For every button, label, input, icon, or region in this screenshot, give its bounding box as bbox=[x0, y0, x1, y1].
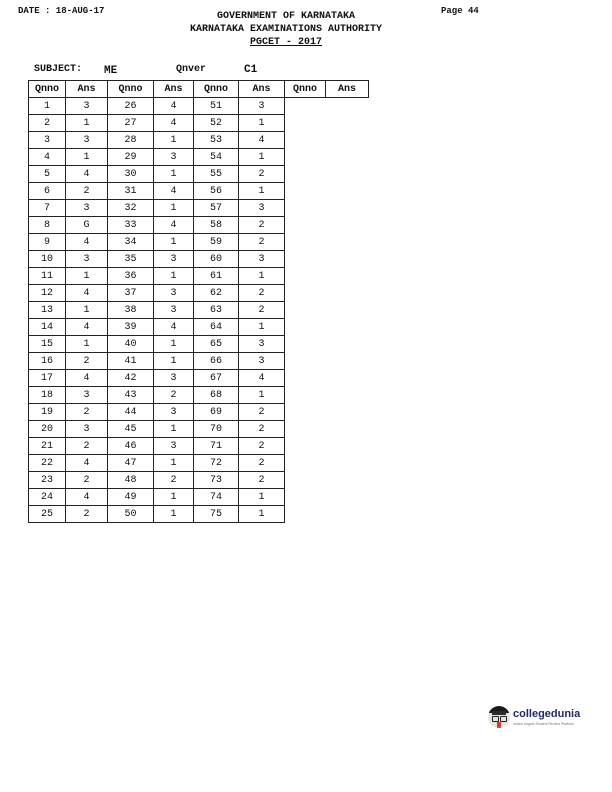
cell-ans: 2 bbox=[66, 353, 108, 370]
cell-qnno: 34 bbox=[108, 234, 154, 251]
cell-qnno: 18 bbox=[29, 387, 66, 404]
cell-qnno: 25 bbox=[29, 506, 66, 523]
cell-ans: 4 bbox=[66, 370, 108, 387]
cell-ans: 4 bbox=[154, 319, 194, 336]
cell-qnno: 13 bbox=[29, 302, 66, 319]
cell-qnno: 49 bbox=[108, 489, 154, 506]
cell-qnno: 42 bbox=[108, 370, 154, 387]
cell-qnno: 57 bbox=[194, 200, 239, 217]
cell-qnno: 26 bbox=[108, 98, 154, 115]
cell-qnno: 53 bbox=[194, 132, 239, 149]
header-title-line2: KARNATAKA EXAMINATIONS AUTHORITY bbox=[189, 24, 383, 35]
header-ans-4: Ans bbox=[326, 81, 369, 98]
cell-qnno: 44 bbox=[108, 404, 154, 421]
table-row bbox=[29, 285, 369, 302]
cell-ans: 2 bbox=[239, 421, 285, 438]
cell-qnno: 45 bbox=[108, 421, 154, 438]
cell-qnno: 33 bbox=[108, 217, 154, 234]
header-ans-2: Ans bbox=[154, 81, 194, 98]
cell-qnno: 47 bbox=[108, 455, 154, 472]
cell-qnno: 63 bbox=[194, 302, 239, 319]
table-row bbox=[29, 132, 369, 149]
cell-qnno: 58 bbox=[194, 217, 239, 234]
cell-qnno: 29 bbox=[108, 149, 154, 166]
cell-ans: 4 bbox=[66, 166, 108, 183]
cell-ans: 1 bbox=[154, 455, 194, 472]
cell-qnno: 55 bbox=[194, 166, 239, 183]
cell-ans: 2 bbox=[66, 438, 108, 455]
table-row bbox=[29, 387, 369, 404]
header-qnno-2: Qnno bbox=[108, 81, 154, 98]
header-qnno-3: Qnno bbox=[194, 81, 239, 98]
cell-ans: 3 bbox=[154, 438, 194, 455]
table-row bbox=[29, 421, 369, 438]
cell-ans: 4 bbox=[239, 132, 285, 149]
cell-ans: 3 bbox=[154, 285, 194, 302]
cell-qnno: 46 bbox=[108, 438, 154, 455]
cell-ans: 2 bbox=[154, 472, 194, 489]
cell-ans: 1 bbox=[66, 268, 108, 285]
cell-qnno: 20 bbox=[29, 421, 66, 438]
cell-ans: 2 bbox=[66, 506, 108, 523]
cell-ans: 1 bbox=[154, 336, 194, 353]
cell-qnno: 5 bbox=[29, 166, 66, 183]
cell-qnno: 27 bbox=[108, 115, 154, 132]
cell-ans: 2 bbox=[154, 387, 194, 404]
cell-qnno: 31 bbox=[108, 183, 154, 200]
cell-qnno: 60 bbox=[194, 251, 239, 268]
qnver-label: Qnver bbox=[176, 64, 207, 75]
cell-ans: 4 bbox=[154, 183, 194, 200]
cell-qnno: 37 bbox=[108, 285, 154, 302]
cell-qnno: 70 bbox=[194, 421, 239, 438]
cell-ans: 1 bbox=[154, 132, 194, 149]
cell-ans: 3 bbox=[66, 251, 108, 268]
header-qnno-1: Qnno bbox=[29, 81, 66, 98]
table-row bbox=[29, 149, 369, 166]
header-title-line3 bbox=[0, 37, 572, 48]
cell-ans: 1 bbox=[154, 421, 194, 438]
cell-ans: 3 bbox=[239, 251, 285, 268]
table-row bbox=[29, 455, 369, 472]
cell-qnno: 59 bbox=[194, 234, 239, 251]
header-ans-3: Ans bbox=[239, 81, 285, 98]
cell-qnno: 32 bbox=[108, 200, 154, 217]
cell-ans: 1 bbox=[66, 302, 108, 319]
cell-qnno: 51 bbox=[194, 98, 239, 115]
subject-value: ME bbox=[104, 65, 118, 77]
cell-ans: 1 bbox=[66, 149, 108, 166]
cell-ans: 2 bbox=[239, 302, 285, 319]
cell-ans: 2 bbox=[239, 166, 285, 183]
cell-ans: 2 bbox=[239, 404, 285, 421]
table-row bbox=[29, 438, 369, 455]
cell-ans: 1 bbox=[239, 387, 285, 404]
table-row bbox=[29, 251, 369, 268]
table-row bbox=[29, 217, 369, 234]
cell-qnno: 56 bbox=[194, 183, 239, 200]
exam-name: PGCET - 2017 bbox=[249, 37, 322, 48]
cell-ans: 1 bbox=[66, 336, 108, 353]
cell-ans: 3 bbox=[154, 149, 194, 166]
cell-ans: 1 bbox=[239, 319, 285, 336]
cell-qnno: 61 bbox=[194, 268, 239, 285]
cell-qnno: 22 bbox=[29, 455, 66, 472]
cell-qnno: 21 bbox=[29, 438, 66, 455]
cell-ans: 3 bbox=[66, 132, 108, 149]
cell-ans: 1 bbox=[154, 200, 194, 217]
cell-ans: 2 bbox=[239, 438, 285, 455]
header-qnno-4: Qnno bbox=[285, 81, 326, 98]
cell-ans: 1 bbox=[154, 166, 194, 183]
cell-qnno: 40 bbox=[108, 336, 154, 353]
cell-ans: 3 bbox=[154, 251, 194, 268]
cell-ans: 2 bbox=[239, 285, 285, 302]
cell-qnno: 14 bbox=[29, 319, 66, 336]
subject-label: SUBJECT: bbox=[34, 64, 83, 75]
cell-qnno: 50 bbox=[108, 506, 154, 523]
table-row bbox=[29, 183, 369, 200]
cell-ans: 1 bbox=[154, 353, 194, 370]
cell-qnno: 62 bbox=[194, 285, 239, 302]
table-row bbox=[29, 98, 369, 115]
cell-qnno: 65 bbox=[194, 336, 239, 353]
cell-qnno: 66 bbox=[194, 353, 239, 370]
cell-qnno: 69 bbox=[194, 404, 239, 421]
cell-qnno: 7 bbox=[29, 200, 66, 217]
table-row bbox=[29, 166, 369, 183]
collegedunia-watermark bbox=[488, 706, 588, 734]
cell-ans: 2 bbox=[239, 455, 285, 472]
cell-ans: 4 bbox=[154, 98, 194, 115]
cell-ans: 3 bbox=[239, 98, 285, 115]
cell-qnno: 23 bbox=[29, 472, 66, 489]
cell-qnno: 48 bbox=[108, 472, 154, 489]
cell-ans: 1 bbox=[154, 234, 194, 251]
cell-qnno: 54 bbox=[194, 149, 239, 166]
cell-qnno: 39 bbox=[108, 319, 154, 336]
cell-qnno: 6 bbox=[29, 183, 66, 200]
cell-ans: 1 bbox=[239, 183, 285, 200]
watermark-tagline: India's largest Student Review Platform bbox=[513, 722, 574, 726]
cell-ans: 1 bbox=[239, 115, 285, 132]
cell-qnno: 75 bbox=[194, 506, 239, 523]
answer-key-table bbox=[28, 80, 369, 523]
cell-ans: 3 bbox=[66, 98, 108, 115]
cell-qnno: 73 bbox=[194, 472, 239, 489]
table-row bbox=[29, 302, 369, 319]
watermark-brand: collegedunia bbox=[513, 708, 581, 720]
cell-ans: 1 bbox=[239, 506, 285, 523]
cell-qnno: 67 bbox=[194, 370, 239, 387]
cell-qnno: 41 bbox=[108, 353, 154, 370]
cell-qnno: 52 bbox=[194, 115, 239, 132]
cell-qnno: 68 bbox=[194, 387, 239, 404]
cell-ans: 2 bbox=[66, 183, 108, 200]
table-row bbox=[29, 404, 369, 421]
header-title-line1: GOVERNMENT OF KARNATAKA bbox=[216, 11, 356, 22]
table-row bbox=[29, 489, 369, 506]
cell-ans: 1 bbox=[239, 149, 285, 166]
cell-ans: 3 bbox=[154, 370, 194, 387]
table-row bbox=[29, 370, 369, 387]
cell-ans: 3 bbox=[239, 336, 285, 353]
table-row bbox=[29, 353, 369, 370]
cell-ans: 1 bbox=[154, 268, 194, 285]
cell-ans: 3 bbox=[239, 353, 285, 370]
table-row bbox=[29, 234, 369, 251]
cell-qnno: 16 bbox=[29, 353, 66, 370]
cell-qnno: 8 bbox=[29, 217, 66, 234]
cell-ans: 1 bbox=[154, 489, 194, 506]
cell-ans: 3 bbox=[239, 200, 285, 217]
cell-ans: 2 bbox=[239, 217, 285, 234]
table-row bbox=[29, 115, 369, 132]
cell-ans: 2 bbox=[239, 472, 285, 489]
cell-ans: 1 bbox=[66, 115, 108, 132]
cell-ans: 2 bbox=[239, 234, 285, 251]
cell-qnno: 19 bbox=[29, 404, 66, 421]
cell-qnno: 38 bbox=[108, 302, 154, 319]
cell-qnno: 3 bbox=[29, 132, 66, 149]
table-row bbox=[29, 472, 369, 489]
table-row bbox=[29, 336, 369, 353]
cell-ans: 1 bbox=[239, 268, 285, 285]
qnver-value: C1 bbox=[244, 64, 258, 76]
cell-ans: 4 bbox=[239, 370, 285, 387]
cell-ans: 2 bbox=[66, 472, 108, 489]
cell-qnno: 10 bbox=[29, 251, 66, 268]
cell-ans: 1 bbox=[239, 489, 285, 506]
print-date: DATE : 18-AUG-17 bbox=[18, 6, 105, 16]
answer-key-body bbox=[29, 98, 369, 523]
cell-qnno: 12 bbox=[29, 285, 66, 302]
cell-ans: 4 bbox=[66, 285, 108, 302]
cell-qnno: 4 bbox=[29, 149, 66, 166]
cell-qnno: 17 bbox=[29, 370, 66, 387]
cell-ans: 3 bbox=[66, 421, 108, 438]
cell-qnno: 36 bbox=[108, 268, 154, 285]
graduate-mascot-icon bbox=[488, 706, 510, 728]
cell-ans: 3 bbox=[154, 404, 194, 421]
cell-ans: 2 bbox=[66, 404, 108, 421]
cell-ans: 3 bbox=[154, 302, 194, 319]
cell-ans: 4 bbox=[66, 319, 108, 336]
table-header-row bbox=[29, 81, 369, 98]
cell-ans: 3 bbox=[66, 200, 108, 217]
cell-qnno: 1 bbox=[29, 98, 66, 115]
cell-ans: 4 bbox=[66, 455, 108, 472]
cell-ans: 4 bbox=[154, 217, 194, 234]
table-row bbox=[29, 506, 369, 523]
cell-ans: 1 bbox=[154, 506, 194, 523]
cell-qnno: 28 bbox=[108, 132, 154, 149]
cell-qnno: 2 bbox=[29, 115, 66, 132]
table-row bbox=[29, 268, 369, 285]
page-number: Page 44 bbox=[441, 6, 479, 16]
header-ans-1: Ans bbox=[66, 81, 108, 98]
cell-qnno: 24 bbox=[29, 489, 66, 506]
cell-ans: G bbox=[66, 217, 108, 234]
table-row bbox=[29, 319, 369, 336]
cell-qnno: 71 bbox=[194, 438, 239, 455]
cell-ans: 3 bbox=[66, 387, 108, 404]
cell-qnno: 74 bbox=[194, 489, 239, 506]
cell-qnno: 30 bbox=[108, 166, 154, 183]
cell-qnno: 11 bbox=[29, 268, 66, 285]
cell-ans: 4 bbox=[66, 489, 108, 506]
cell-ans: 4 bbox=[66, 234, 108, 251]
cell-ans: 4 bbox=[154, 115, 194, 132]
cell-qnno: 72 bbox=[194, 455, 239, 472]
cell-qnno: 64 bbox=[194, 319, 239, 336]
table-row bbox=[29, 200, 369, 217]
cell-qnno: 15 bbox=[29, 336, 66, 353]
cell-qnno: 35 bbox=[108, 251, 154, 268]
cell-qnno: 43 bbox=[108, 387, 154, 404]
cell-qnno: 9 bbox=[29, 234, 66, 251]
